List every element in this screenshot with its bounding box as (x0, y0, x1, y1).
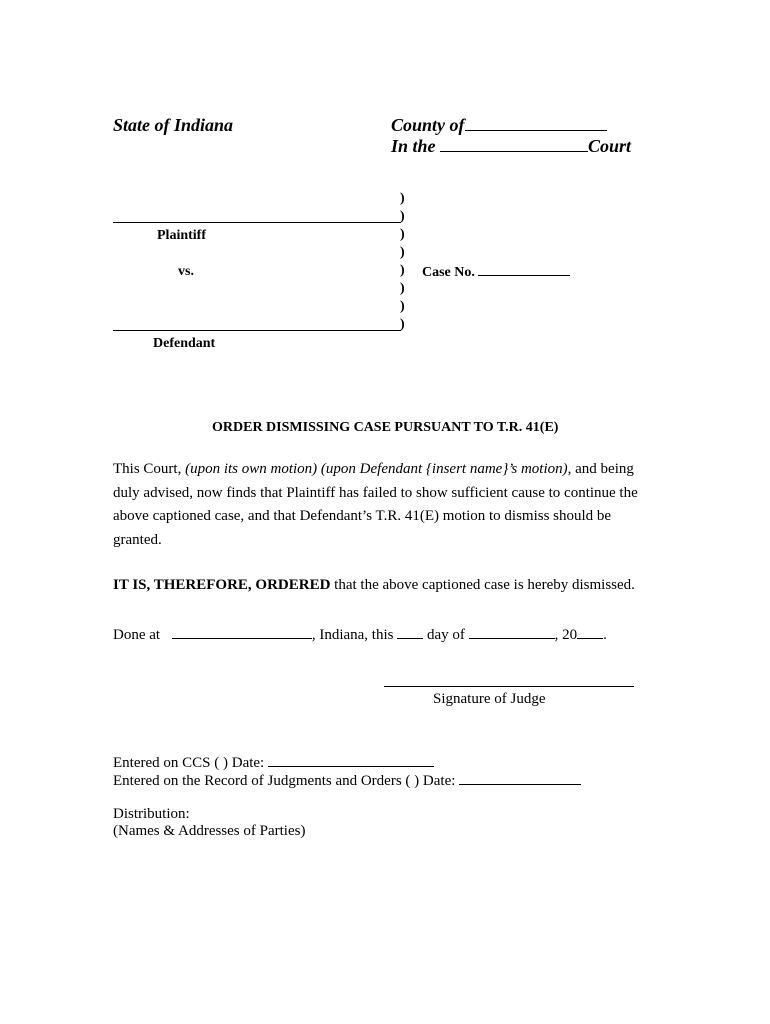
caption-paren: ) (400, 191, 405, 206)
month-blank[interactable] (469, 624, 555, 639)
defendant-label: Defendant (153, 336, 216, 351)
case-number-blank[interactable] (478, 264, 570, 276)
distribution-label: Distribution: (113, 806, 190, 822)
order-title: ORDER DISMISSING CASE PURSUANT TO T.R. 41(E) (212, 420, 559, 435)
case-number-field (422, 264, 570, 281)
year-blank[interactable] (577, 624, 603, 639)
done-at-label: Done at (113, 627, 161, 643)
judge-signature-line[interactable] (384, 686, 634, 687)
record-date-blank[interactable] (459, 770, 581, 785)
caption-paren: ) (400, 245, 405, 260)
defendant-name-line[interactable] (113, 330, 401, 331)
year-prefix: , 20 (554, 627, 578, 643)
plaintiff-label: Plaintiff (157, 228, 206, 243)
period: . (603, 627, 607, 643)
caption-paren: ) (400, 263, 405, 278)
findings-motion-options: (upon its own motion) (upon Defendant {insert name}’s motion), (185, 461, 572, 477)
court-heading (391, 136, 631, 157)
case-number-label: Case No. (422, 265, 475, 280)
ordered-rest: that the above captioned case is hereby dismissed. (334, 577, 635, 593)
court-blank[interactable] (440, 137, 588, 152)
done-at-line (113, 624, 607, 644)
state-heading: State of Indiana (113, 115, 234, 135)
court-label: Court (588, 136, 632, 156)
ordered-bold: IT IS, THEREFORE, ORDERED (113, 577, 331, 593)
ccs-date-blank[interactable] (268, 752, 434, 767)
record-entry (113, 770, 581, 790)
vs-label: vs. (178, 264, 194, 279)
signature-label: Signature of Judge (433, 691, 546, 707)
county-heading (391, 115, 607, 136)
day-of-label: day of (426, 627, 465, 643)
ccs-entry (113, 752, 434, 772)
ordered-paragraph (113, 577, 635, 594)
ccs-entry-label: Entered on CCS ( ) Date: (113, 755, 265, 771)
caption-paren: ) (400, 281, 405, 296)
caption-paren: ) (400, 317, 405, 332)
county-blank[interactable] (465, 116, 607, 131)
findings-paragraph (113, 458, 653, 552)
day-blank[interactable] (397, 624, 423, 639)
in-the-label: In the (391, 136, 436, 156)
distribution-parties: (Names & Addresses of Parties) (113, 823, 306, 839)
caption-paren: ) (400, 299, 405, 314)
indiana-this-label: , Indiana, this (311, 627, 394, 643)
findings-start: This Court, (113, 461, 182, 477)
record-entry-label: Entered on the Record of Judgments and Orders ( ) Date: (113, 773, 456, 789)
location-blank[interactable] (172, 624, 312, 639)
plaintiff-name-line[interactable] (113, 222, 401, 223)
caption-paren: ) (400, 209, 405, 224)
county-label: County of (391, 115, 465, 135)
findings-rest: and being duly advised, now finds that Plaintiff has failed to show sufficient cause to continue the above captioned case, and that Defendant’s T.R. 41(E) motion to dismiss should be granted. (113, 461, 638, 548)
caption-paren: ) (400, 227, 405, 242)
